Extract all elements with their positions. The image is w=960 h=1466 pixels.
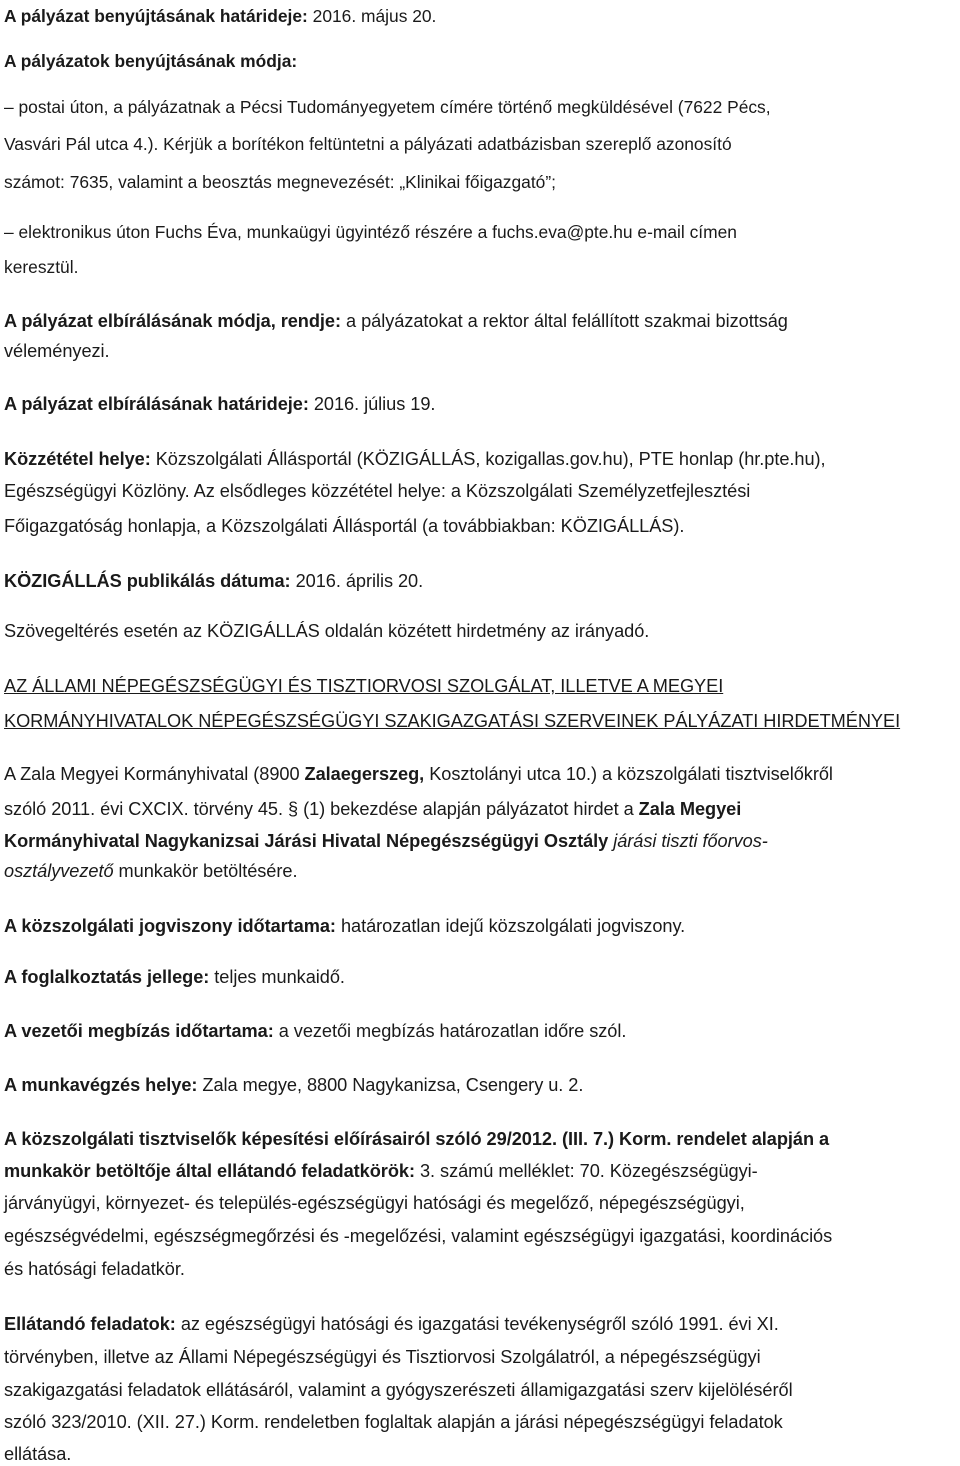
text-run: törvényben, illetve az Állami Népegészségügyi és Tisztiorvosi Szolgálatról, a népegészségügyi	[4, 1347, 761, 1367]
text-run: AZ ÁLLAMI NÉPEGÉSZSÉGÜGYI ÉS TISZTIORVOSI SZOLGÁLAT, ILLETVE A MEGYEI	[4, 676, 724, 696]
text-run: munkakör betöltésére.	[113, 861, 298, 881]
text-line	[4, 798, 741, 820]
text-run: szóló 323/2010. (XII. 27.) Korm. rendeletben foglaltak alapján a járási népegészségügyi feladatok	[4, 1412, 783, 1432]
bold-label: A közszolgálati tisztviselők képesítési előírásairól szóló 29/2012. (III. 7.) Korm. rendelet alapján a	[4, 1129, 830, 1149]
text-line	[4, 133, 732, 155]
bold-label: Ellátandó feladatok:	[4, 1314, 176, 1334]
text-line	[4, 966, 345, 988]
text-line	[4, 171, 556, 193]
text-run: 2016. július 19.	[308, 394, 436, 414]
text-run: 3. számú melléklet: 70. Közegészségügyi-	[414, 1161, 758, 1181]
text-line	[4, 96, 771, 118]
text-line	[4, 1313, 779, 1335]
bold-label: A pályázat elbírálásának határideje:	[4, 394, 309, 414]
bold-label: Közzététel helye:	[4, 449, 151, 469]
text-run: egészségvédelmi, egészségmegőrzési és -megelőzési, valamint egészségügyi igazgatási, koordinációs	[4, 1226, 833, 1246]
text-line	[4, 1443, 71, 1465]
text-run: Kosztolányi utca 10.) a közszolgálati tisztviselőkről	[424, 764, 833, 784]
bold-label: A pályázat benyújtásának határideje:	[4, 6, 308, 26]
text-run: szóló 2011. évi CXCIX. törvény 45. § (1) bekezdése alapján pályázatot hirdet a	[4, 799, 639, 819]
text-run: határozatlan idejű közszolgálati jogviszony.	[335, 916, 686, 936]
text-line	[4, 340, 110, 362]
text-run: Főigazgatóság honlapja, a Közszolgálati Állásportál (a továbbiakban: KÖZIGÁLLÁS).	[4, 516, 685, 536]
bold-label: Kormányhivatal Nagykanizsai Járási Hivatal Népegészségügyi Osztály	[4, 831, 609, 851]
bold-label: A munkavégzés helye:	[4, 1075, 198, 1095]
text-run: járványügyi, környezet- és település-egészségügyi hatósági és megelőző, népegészségügyi,	[4, 1193, 745, 1213]
text-run: Zala megye, 8800 Nagykanizsa, Csengery u. 2.	[197, 1075, 584, 1095]
text-run: Szövegeltérés esetén az KÖZIGÁLLÁS oldalán közétett hirdetmény az irányadó.	[4, 621, 650, 641]
text-run: az egészségügyi hatósági és igazgatási tevékenységről szóló 1991. évi XI.	[175, 1314, 779, 1334]
text-line	[4, 310, 788, 332]
text-line	[4, 1128, 829, 1150]
text-run: Egészségügyi Közlöny. Az elsődleges közzététel helye: a Közszolgálati Személyzetfejlesztési	[4, 481, 751, 501]
text-line	[4, 221, 737, 243]
text-run: 2016. május 20.	[307, 6, 437, 26]
bold-label: A pályázatok benyújtásának módja:	[4, 51, 298, 71]
bold-label: A vezetői megbízás időtartama:	[4, 1021, 274, 1041]
text-run: ellátása.	[4, 1444, 72, 1464]
text-line	[4, 915, 685, 937]
text-line	[4, 448, 826, 470]
text-run: keresztül.	[4, 257, 79, 277]
bold-label: KÖZIGÁLLÁS publikálás dátuma:	[4, 571, 291, 591]
text-line	[4, 256, 78, 278]
text-run: – postai úton, a pályázatnak a Pécsi Tudományegyetem címére történő megküldésével (7622 Pécs,	[4, 97, 771, 117]
text-line	[4, 393, 435, 415]
text-run: 2016. április 20.	[290, 571, 424, 591]
text-line	[4, 1020, 626, 1042]
text-run: Közszolgálati Állásportál (KÖZIGÁLLÁS, kozigallas.gov.hu), PTE honlap (hr.pte.hu),	[150, 449, 826, 469]
text-line	[4, 480, 750, 502]
text-run: KORMÁNYHIVATALOK NÉPEGÉSZSÉGÜGYI SZAKIGAZGATÁSI SZERVEINEK PÁLYÁZATI HIRDETMÉNYEI	[4, 711, 901, 731]
text-line	[4, 860, 297, 882]
text-run: a vezetői megbízás határozatlan időre szól.	[273, 1021, 627, 1041]
text-run: járási tiszti főorvos-	[613, 831, 768, 851]
text-line	[4, 620, 649, 642]
text-run: szakigazgatási feladatok ellátásáról, valamint a gyógyszerészeti államigazgatási szerv kijelöléséről	[4, 1380, 793, 1400]
text-run: Vasvári Pál utca 4.). Kérjük a borítékon feltüntetni a pályázati adatbázisban szereplő azonosító	[4, 134, 732, 154]
bold-label: A pályázat elbírálásának módja, rendje:	[4, 311, 342, 331]
text-line	[4, 1225, 832, 1247]
text-line	[4, 515, 684, 537]
text-line	[4, 1192, 745, 1214]
bold-label: Zala Megyei	[638, 799, 742, 819]
text-run: a pályázatokat a rektor által felállított szakmai bizottság	[341, 311, 788, 331]
text-line	[4, 1411, 783, 1433]
bold-label: A közszolgálati jogviszony időtartama:	[4, 916, 336, 936]
text-run: A Zala Megyei Kormányhivatal (8900	[4, 764, 305, 784]
text-line	[4, 1379, 793, 1401]
text-run: osztályvezető	[4, 861, 114, 881]
text-run: véleményezi.	[4, 341, 110, 361]
text-line	[4, 1074, 583, 1096]
text-run: számot: 7635, valamint a beosztás megnevezését: „Klinikai főigazgató”;	[4, 172, 556, 192]
text-run: – elektronikus úton Fuchs Éva, munkaügyi ügyintéző részére a fuchs.eva@pte.hu e-mail címen	[4, 222, 737, 242]
text-line	[4, 763, 833, 785]
text-run: és hatósági feladatkör.	[4, 1259, 185, 1279]
text-line	[4, 830, 768, 852]
text-line	[4, 675, 723, 697]
text-line	[4, 1160, 758, 1182]
text-run: teljes munkaidő.	[209, 967, 345, 987]
text-line	[4, 710, 900, 732]
text-line	[4, 5, 436, 27]
bold-label: Zalaegerszeg,	[304, 764, 425, 784]
bold-label: munkakör betöltője által ellátandó feladatkörök:	[4, 1161, 415, 1181]
text-line	[4, 50, 297, 72]
bold-label: A foglalkoztatás jellege:	[4, 967, 210, 987]
text-line	[4, 1258, 185, 1280]
text-line	[4, 1346, 761, 1368]
text-line	[4, 570, 423, 592]
